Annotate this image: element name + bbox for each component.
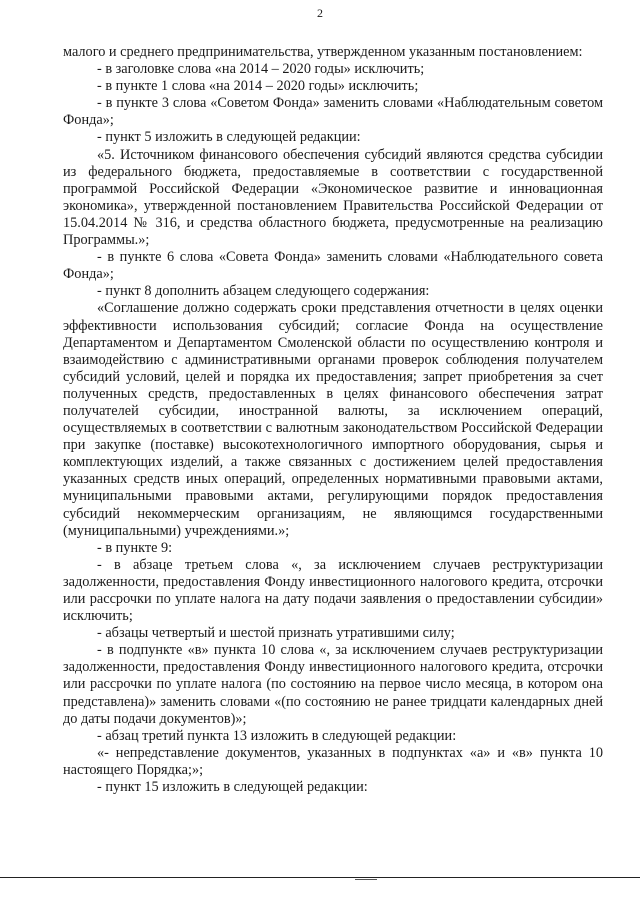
paragraph-item-8-lead: - пункт 8 дополнить абзацем следующего содержания: [97, 283, 430, 300]
paragraph-item-6-change: - в пункте 6 слова «Совета Фонда» заменить словами «Наблюдательного совета Фонда»; [63, 249, 603, 283]
paragraph-item-8-text: «Соглашение должно содержать сроки представления отчетности в целях оценки эффективности использования субсидий; согласие Фонда на осуществление Департаментом и Департаментом Смоленской области по осуществлению контроля и взаимодействию с административными органами проверок соблюдения получателем субсидий условий, целей и порядка их предоставления; запрет приобретения за счет полученных средств, предоставленных в целях финансового обеспечения затрат получателей субсидии, иностранной валюты, за исключением операций, осуществляемых в соответствии с валютным законодательством Российской Федерации при закупке (поставке) высокотехнологичного импортного оборудования, сырья и комплектующих изделий, а также связанных с достижением целей предоставления указанных средств иных операций, определенных нормативными правовыми актами, муниципальными правовыми актами, регулирующими порядок предоставления субсидий некоммерческим организациям, не являющимся государственными (муниципальными) учреждениями.»; [63, 300, 603, 539]
paragraph-item-15-lead: - пункт 15 изложить в следующей редакции: [97, 779, 368, 796]
paragraph-item-5-text: «5. Источником финансового обеспечения субсидий являются средства субсидии из федерального бюджета, предоставляемые в соответствии с государственной программой Российской Федерации «Экономическое развитие и инновационная экономика», утвержденной постановлением Правительства Российской Федерации от 15.04.2014 № 316, и средства областного бюджета, предусмотренные на реализацию Программы.»; [63, 146, 603, 249]
paragraph-title-change: - в заголовке слова «на 2014 – 2020 годы» исключить; [97, 61, 425, 78]
paragraph-item-3-change: - в пункте 3 слова «Советом Фонда» заменить словами «Наблюдательным советом Фонда»; [63, 95, 603, 129]
paragraph-intro: малого и среднего предпринимательства, утвержденном указанным постановлением: [63, 44, 583, 60]
paragraph-item-9-lead: - в пункте 9: [97, 539, 173, 556]
bottom-rule [0, 877, 640, 878]
paragraph-item-10-change: - в подпункте «в» пункта 10 слова «, за исключением случаев реструктуризации задолженности, предоставления Фонду инвестиционного налогового кредита, отсрочки или рассрочки по уплате налога (по состоянию на первое число месяца, в котором она представлена)» заменить словами «(по состоянию не ранее тридцати календарных дней до даты подачи документов)»; [63, 642, 603, 727]
paragraph-item-1-change: - в пункте 1 слова «на 2014 – 2020 годы» исключить; [97, 78, 419, 95]
paragraph-item-5-lead: - пункт 5 изложить в следующей редакции: [97, 129, 361, 146]
paragraph-item-9-fourth-sixth: - абзацы четвертый и шестой признать утратившими силу; [97, 625, 455, 642]
scan-mark [355, 879, 377, 880]
paragraph-item-13-text: «- непредставление документов, указанных в подпунктах «а» и «в» пункта 10 настоящего Порядка;»; [63, 744, 603, 778]
paragraph-item-13-lead: - абзац третий пункта 13 изложить в следующей редакции: [97, 727, 457, 744]
document-body [63, 44, 603, 796]
paragraph-item-9-third: - в абзаце третьем слова «, за исключением случаев реструктуризации задолженности, предоставления Фонду инвестиционного налогового кредита, отсрочки или рассрочки по уплате налога на дату подачи заявления о предоставлении субсидии» исключить; [63, 556, 603, 625]
page-number: 2 [317, 6, 323, 20]
